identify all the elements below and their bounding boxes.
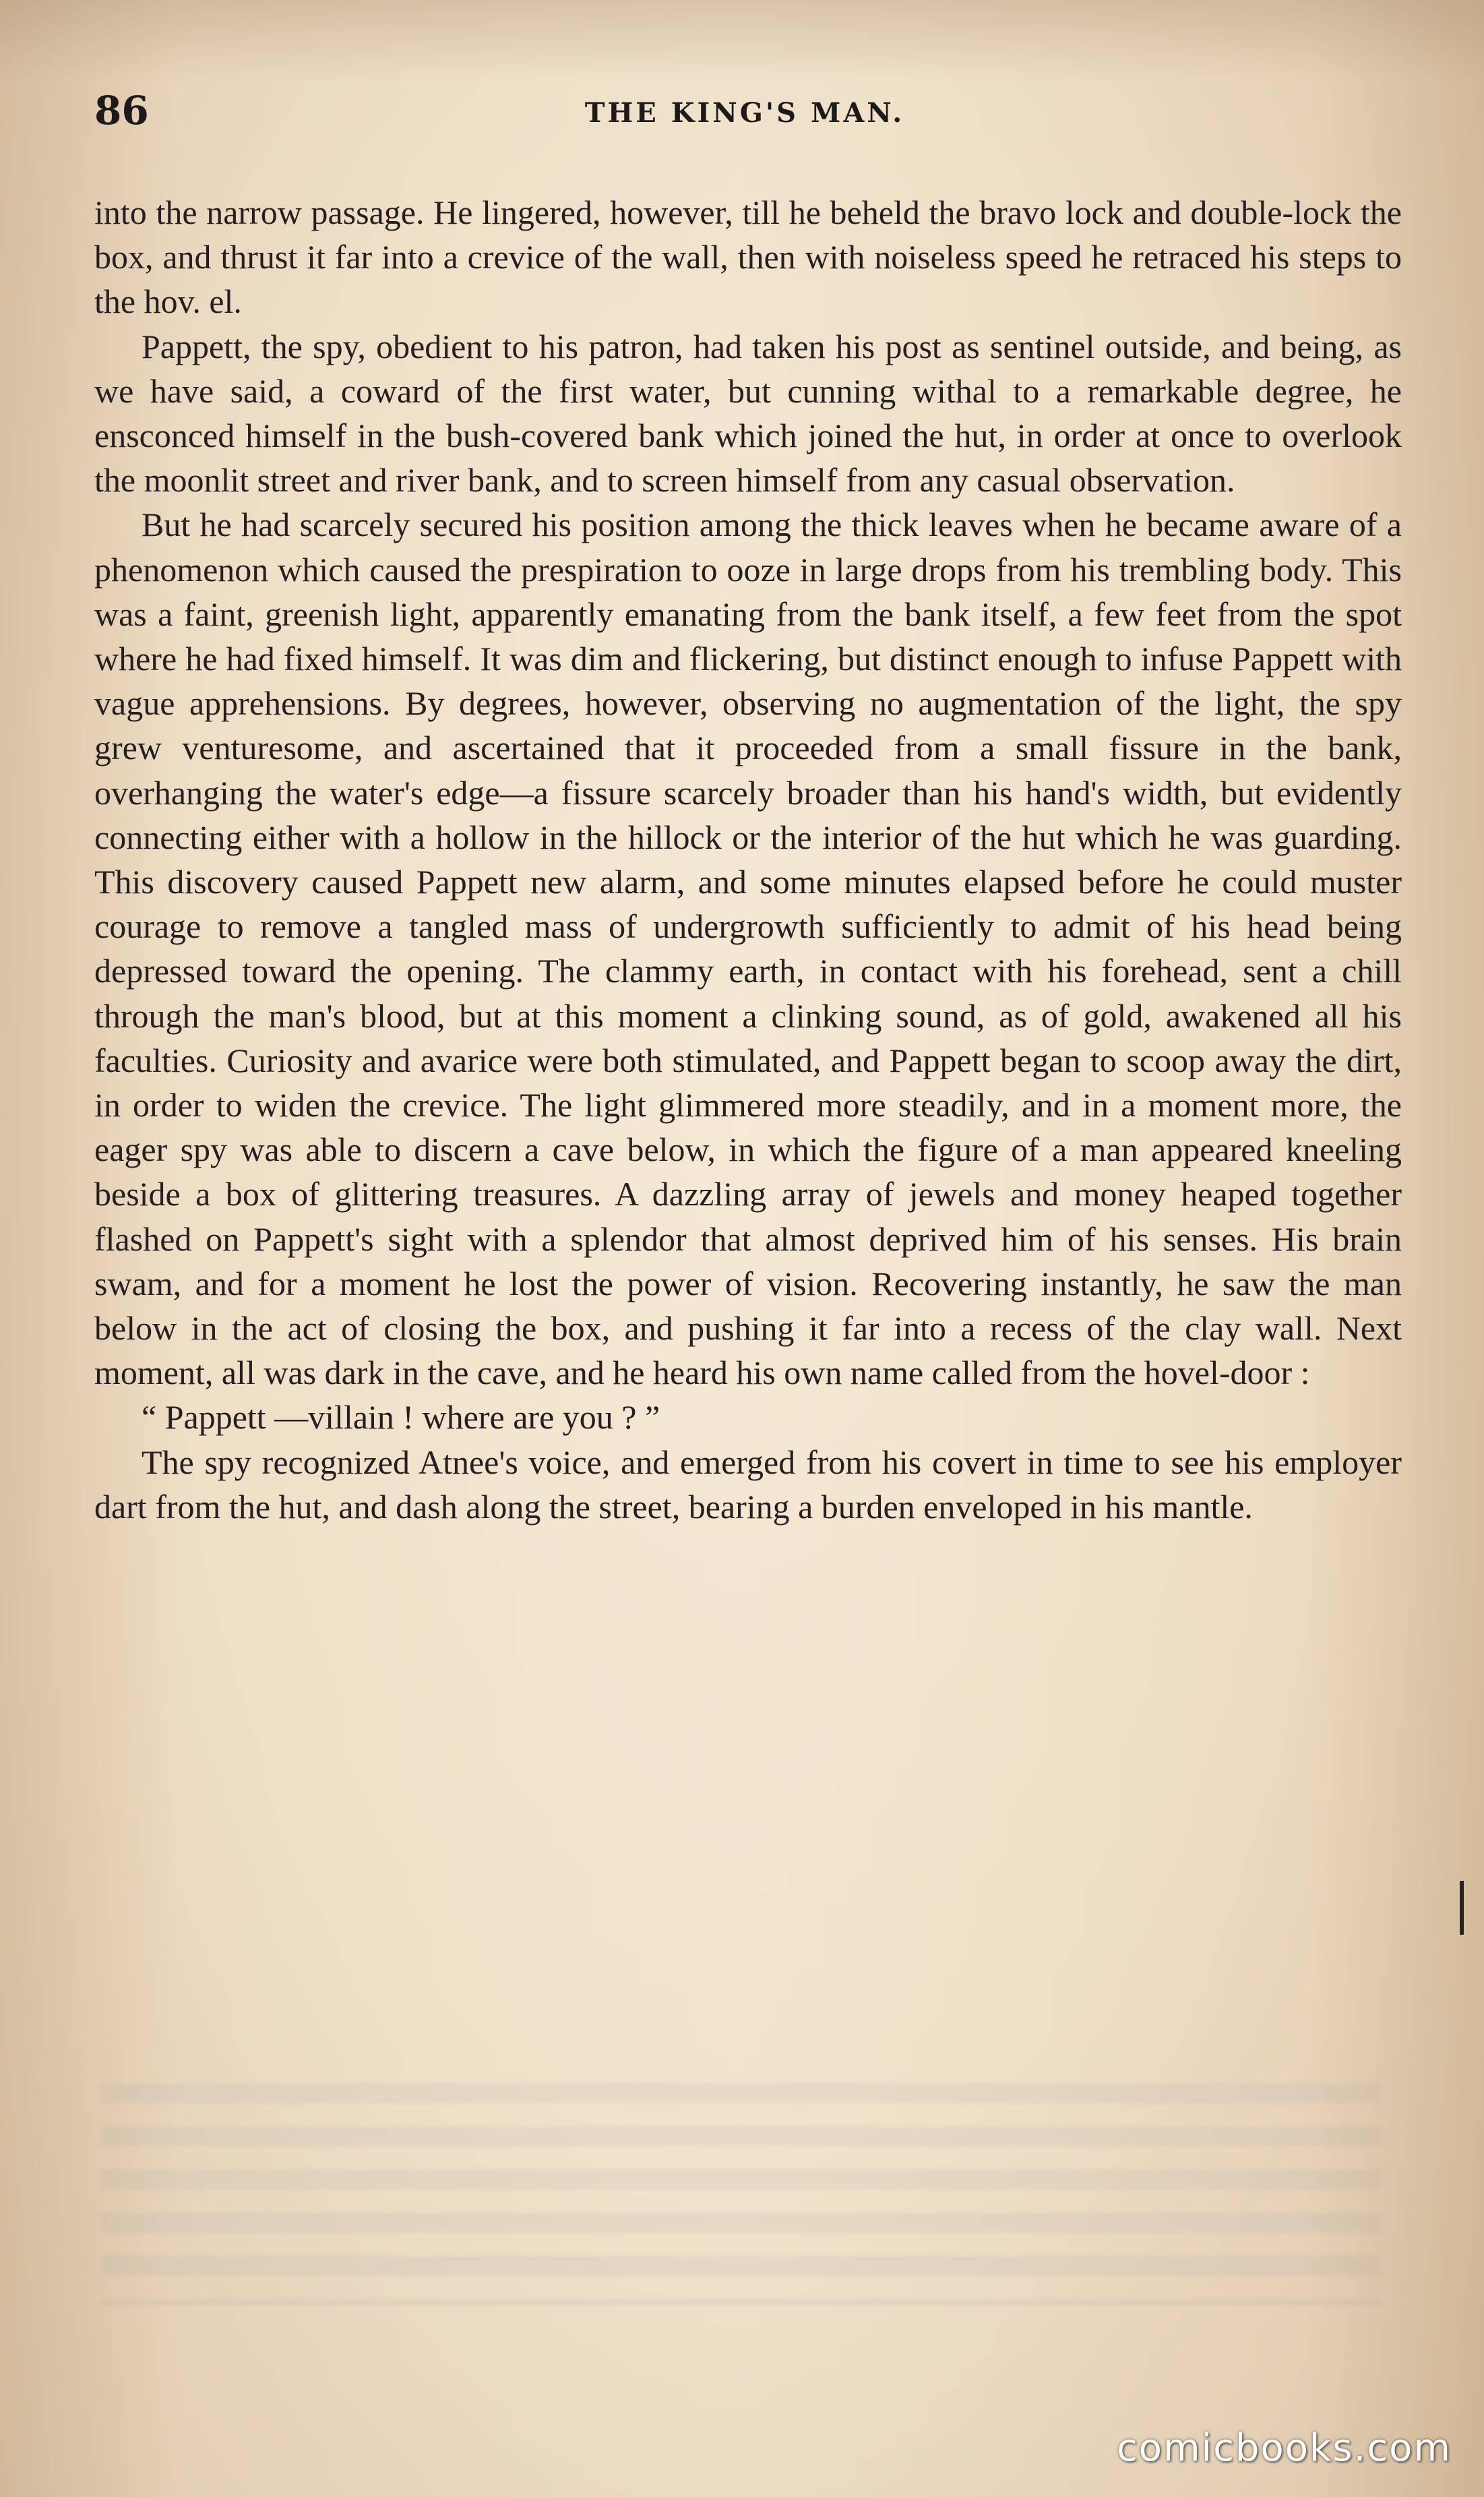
page-number: 86 xyxy=(94,88,149,133)
page-header xyxy=(94,88,1395,142)
paragraph-3: But he had scarcely secured his position among the thick leaves when he became aware of a phenomenon which caused the prespiration to ooze in large drops from his trembling body. This was a faint, greenish light, apparently emanating from the bank itself, a few feet from the spot where he had fixed himself. It was dim and flickering, but distinct enough to infuse Pappett with vague apprehensions. By degrees, however, observing no augmentation of the light, the spy grew venturesome, and ascertained that it proceeded from a small fissure in the bank, overhanging the water's edge—a fissure scarcely broader than his hand's width, but evidently connecting either with a hollow in the hillock or the interior of the hut which he was guarding. This discovery caused Pappett new alarm, and some minutes elapsed before he could muster courage to remove a tangled mass of undergrowth sufficiently to admit of his head being depressed toward the opening. The clammy earth, in contact with his forehead, sent a chill through the man's blood, but at this moment a clinking sound, as of gold, awakened all his faculties. Curiosity and avarice were both stimulated, and Pappett began to scoop away the dirt, in order to widen the crevice. The light glimmered more steadily, and in a moment more, the eager spy was able to discern a cave below, in which the figure of a man appeared kneeling beside a box of glittering treasures. A dazzling array of jewels and money heaped together flashed on Pappett's sight with a splendor that almost deprived him of his senses. His brain swam, and for a moment he lost the power of vision. Recovering instantly, he saw the man below in the act of closing the box, and pushing it far into a recess of the clay wall. Next moment, all was dark in the cave, and he heard his own name called from the hovel-door : xyxy=(94,506,1402,1392)
paragraph-2: Pappett, the spy, obedient to his patron, had taken his post as sentinel outside, and being, as we have said, a coward of the first water, but cunning withal to a remarkable degree, he ensconced himself in the bush-covered bank which joined the hut, in order at once to overlook the moonlit street and river bank, and to screen himself from any casual observation. xyxy=(94,327,1402,500)
show-through-text xyxy=(101,2083,1382,2306)
page-edge-mark xyxy=(1460,1881,1464,1935)
body-text xyxy=(94,190,1402,1529)
page-stain xyxy=(0,0,1484,81)
paragraph-5: The spy recognized Atnee's voice, and emerged from his covert in time to see his employer dart from the hut, and dash along the street, bearing a burden enveloped in his mantle. xyxy=(94,1443,1402,1526)
running-head: THE KING'S MAN. xyxy=(584,97,905,129)
paragraph-4: “ Pappett —villain ! where are you ? ” xyxy=(142,1398,660,1437)
watermark: comicbooks.com xyxy=(1116,2426,1452,2470)
paragraph-1: into the narrow passage. He lingered, however, till he beheld the bravo lock and double-lock the box, and thrust it far into a crevice of the wall, then with noiseless speed he retraced his steps to the hov. el. xyxy=(94,193,1402,321)
